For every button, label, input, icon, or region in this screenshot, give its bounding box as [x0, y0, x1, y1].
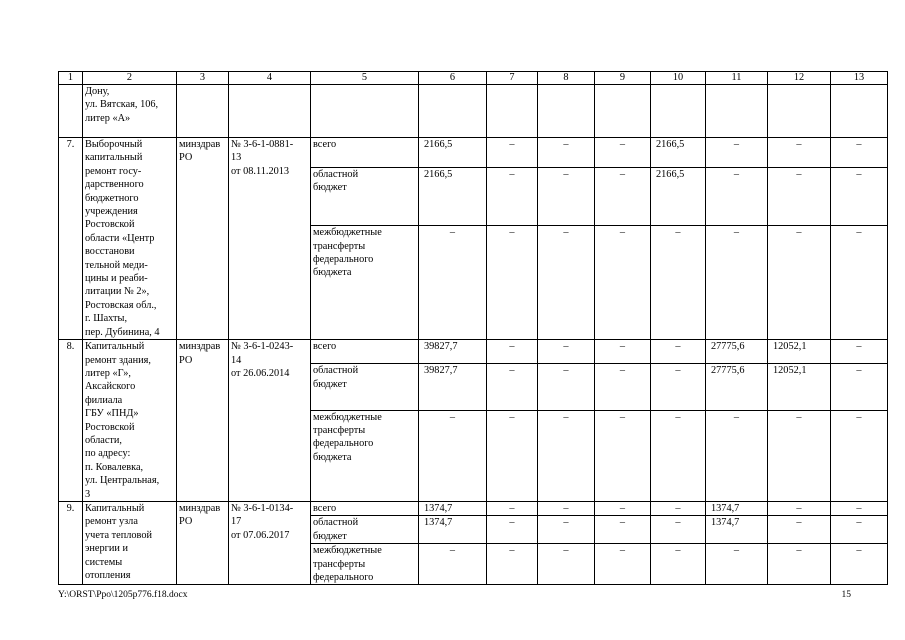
amount-cell: 12052,1 [768, 364, 831, 410]
funding-source-cell: всего [311, 340, 419, 364]
amount-cell: – [651, 364, 706, 410]
amount-cell: – [538, 168, 595, 226]
amount-cell: – [487, 226, 538, 340]
amount-cell: 27775,6 [706, 340, 768, 364]
amount-cell: – [487, 410, 538, 501]
amount-cell: – [831, 226, 888, 340]
item-number: 7. [59, 138, 83, 340]
column-number: 1 [59, 72, 83, 85]
document-cell: № 3-6-1-0134- 17 от 07.06.2017 [229, 501, 311, 584]
amount-cell: 1374,7 [419, 516, 487, 544]
amount-cell: – [706, 168, 768, 226]
funding-source-cell: областной бюджет [311, 516, 419, 544]
budget-row [59, 138, 888, 168]
funding-source-cell: межбюджетные трансферты федерального бюджета [311, 410, 419, 501]
funding-source-cell: межбюджетные трансферты федерального [311, 544, 419, 585]
amount-cell: – [595, 226, 651, 340]
amount-cell: – [595, 544, 651, 585]
column-number: 9 [595, 72, 651, 85]
amount-cell: – [831, 168, 888, 226]
amount-cell: – [768, 226, 831, 340]
amount-cell: – [831, 364, 888, 410]
funding-source-cell: областной бюджет [311, 364, 419, 410]
amount-cell: – [831, 501, 888, 515]
column-number: 11 [706, 72, 768, 85]
amount-cell: – [595, 340, 651, 364]
amount-cell: – [538, 138, 595, 168]
object-name-cell: Капитальный ремонт здания, литер «Г», Аксайского филиала ГБУ «ПНД» Ростовской области, по адресу: п. Ковалевка, ул. Центральная, 3 [83, 340, 177, 502]
amount-cell: – [831, 516, 888, 544]
amount-cell: – [487, 364, 538, 410]
amount-cell: – [487, 516, 538, 544]
amount-cell: – [831, 410, 888, 501]
amount-cell: – [538, 501, 595, 515]
column-number: 7 [487, 72, 538, 85]
amount-cell: – [595, 516, 651, 544]
continued-item-row [59, 85, 888, 138]
document-cell: № 3-6-1-0881- 13 от 08.11.2013 [229, 138, 311, 340]
amount-cell: – [651, 226, 706, 340]
amount-cell: – [538, 364, 595, 410]
file-path-footer: Y:\ORST\Ppo\1205p776.f18.docx [58, 590, 188, 600]
column-number: 5 [311, 72, 419, 85]
amount-cell: 27775,6 [706, 364, 768, 410]
column-number: 2 [83, 72, 177, 85]
amount-cell: – [831, 544, 888, 585]
budget-row [59, 501, 888, 515]
amount-cell: – [419, 226, 487, 340]
column-number: 12 [768, 72, 831, 85]
amount-cell: – [768, 544, 831, 585]
funding-source-cell: межбюджетные трансферты федерального бюджета [311, 226, 419, 340]
amount-cell: – [831, 340, 888, 364]
budget-table [58, 71, 888, 585]
object-name-cell: Дону, ул. Вятская, 106, литер «А» [83, 85, 177, 138]
amount-cell: – [419, 410, 487, 501]
column-number: 10 [651, 72, 706, 85]
amount-cell: – [651, 544, 706, 585]
agency-cell: минздрав РО [177, 138, 229, 340]
amount-cell: – [651, 501, 706, 515]
amount-cell: – [538, 340, 595, 364]
agency-cell: минздрав РО [177, 340, 229, 502]
document-cell: № 3-6-1-0243- 14 от 26.06.2014 [229, 340, 311, 502]
column-numbers-row [59, 72, 888, 85]
amount-cell: – [595, 168, 651, 226]
amount-cell: 2166,5 [419, 138, 487, 168]
amount-cell: – [706, 410, 768, 501]
amount-cell: – [419, 544, 487, 585]
amount-cell: – [768, 138, 831, 168]
amount-cell: 12052,1 [768, 340, 831, 364]
amount-cell: 1374,7 [706, 501, 768, 515]
amount-cell: – [768, 410, 831, 501]
amount-cell: – [831, 138, 888, 168]
amount-cell: – [538, 226, 595, 340]
funding-source-cell: всего [311, 138, 419, 168]
amount-cell: – [487, 340, 538, 364]
amount-cell: – [595, 138, 651, 168]
budget-table-wrapper [58, 71, 888, 585]
amount-cell: – [487, 501, 538, 515]
amount-cell: – [487, 168, 538, 226]
object-name-cell: Выборочный капитальный ремонт госу- дарственного бюджетного учреждения Ростовской области «Центр восстанови тельной меди- цины и реаби- литации № 2», Ростовская обл., г. Шахты, пер. Дубинина, 4 [83, 138, 177, 340]
page-number: 15 [841, 590, 851, 600]
item-number: 8. [59, 340, 83, 502]
amount-cell: 2166,5 [651, 168, 706, 226]
amount-cell: – [706, 226, 768, 340]
column-number: 8 [538, 72, 595, 85]
amount-cell: – [651, 410, 706, 501]
amount-cell: – [768, 501, 831, 515]
amount-cell: – [706, 138, 768, 168]
amount-cell: 2166,5 [651, 138, 706, 168]
amount-cell: – [595, 501, 651, 515]
amount-cell: 1374,7 [419, 501, 487, 515]
amount-cell: 1374,7 [706, 516, 768, 544]
amount-cell: – [595, 410, 651, 501]
column-number: 4 [229, 72, 311, 85]
agency-cell: минздрав РО [177, 501, 229, 584]
amount-cell: – [538, 544, 595, 585]
budget-table-body [59, 72, 888, 585]
column-number: 13 [831, 72, 888, 85]
amount-cell: – [487, 138, 538, 168]
funding-source-cell: всего [311, 501, 419, 515]
object-name-cell: Капитальный ремонт узла учета тепловой энергии и системы отопления [83, 501, 177, 584]
amount-cell: – [651, 340, 706, 364]
amount-cell: 39827,7 [419, 364, 487, 410]
amount-cell: 39827,7 [419, 340, 487, 364]
amount-cell: – [768, 168, 831, 226]
item-number: 9. [59, 501, 83, 584]
amount-cell: 2166,5 [419, 168, 487, 226]
amount-cell: – [487, 544, 538, 585]
budget-row [59, 340, 888, 364]
funding-source-cell: областной бюджет [311, 168, 419, 226]
amount-cell: – [651, 516, 706, 544]
amount-cell: – [768, 516, 831, 544]
amount-cell: – [538, 410, 595, 501]
column-number: 3 [177, 72, 229, 85]
amount-cell: – [595, 364, 651, 410]
column-number: 6 [419, 72, 487, 85]
amount-cell: – [706, 544, 768, 585]
amount-cell: – [538, 516, 595, 544]
